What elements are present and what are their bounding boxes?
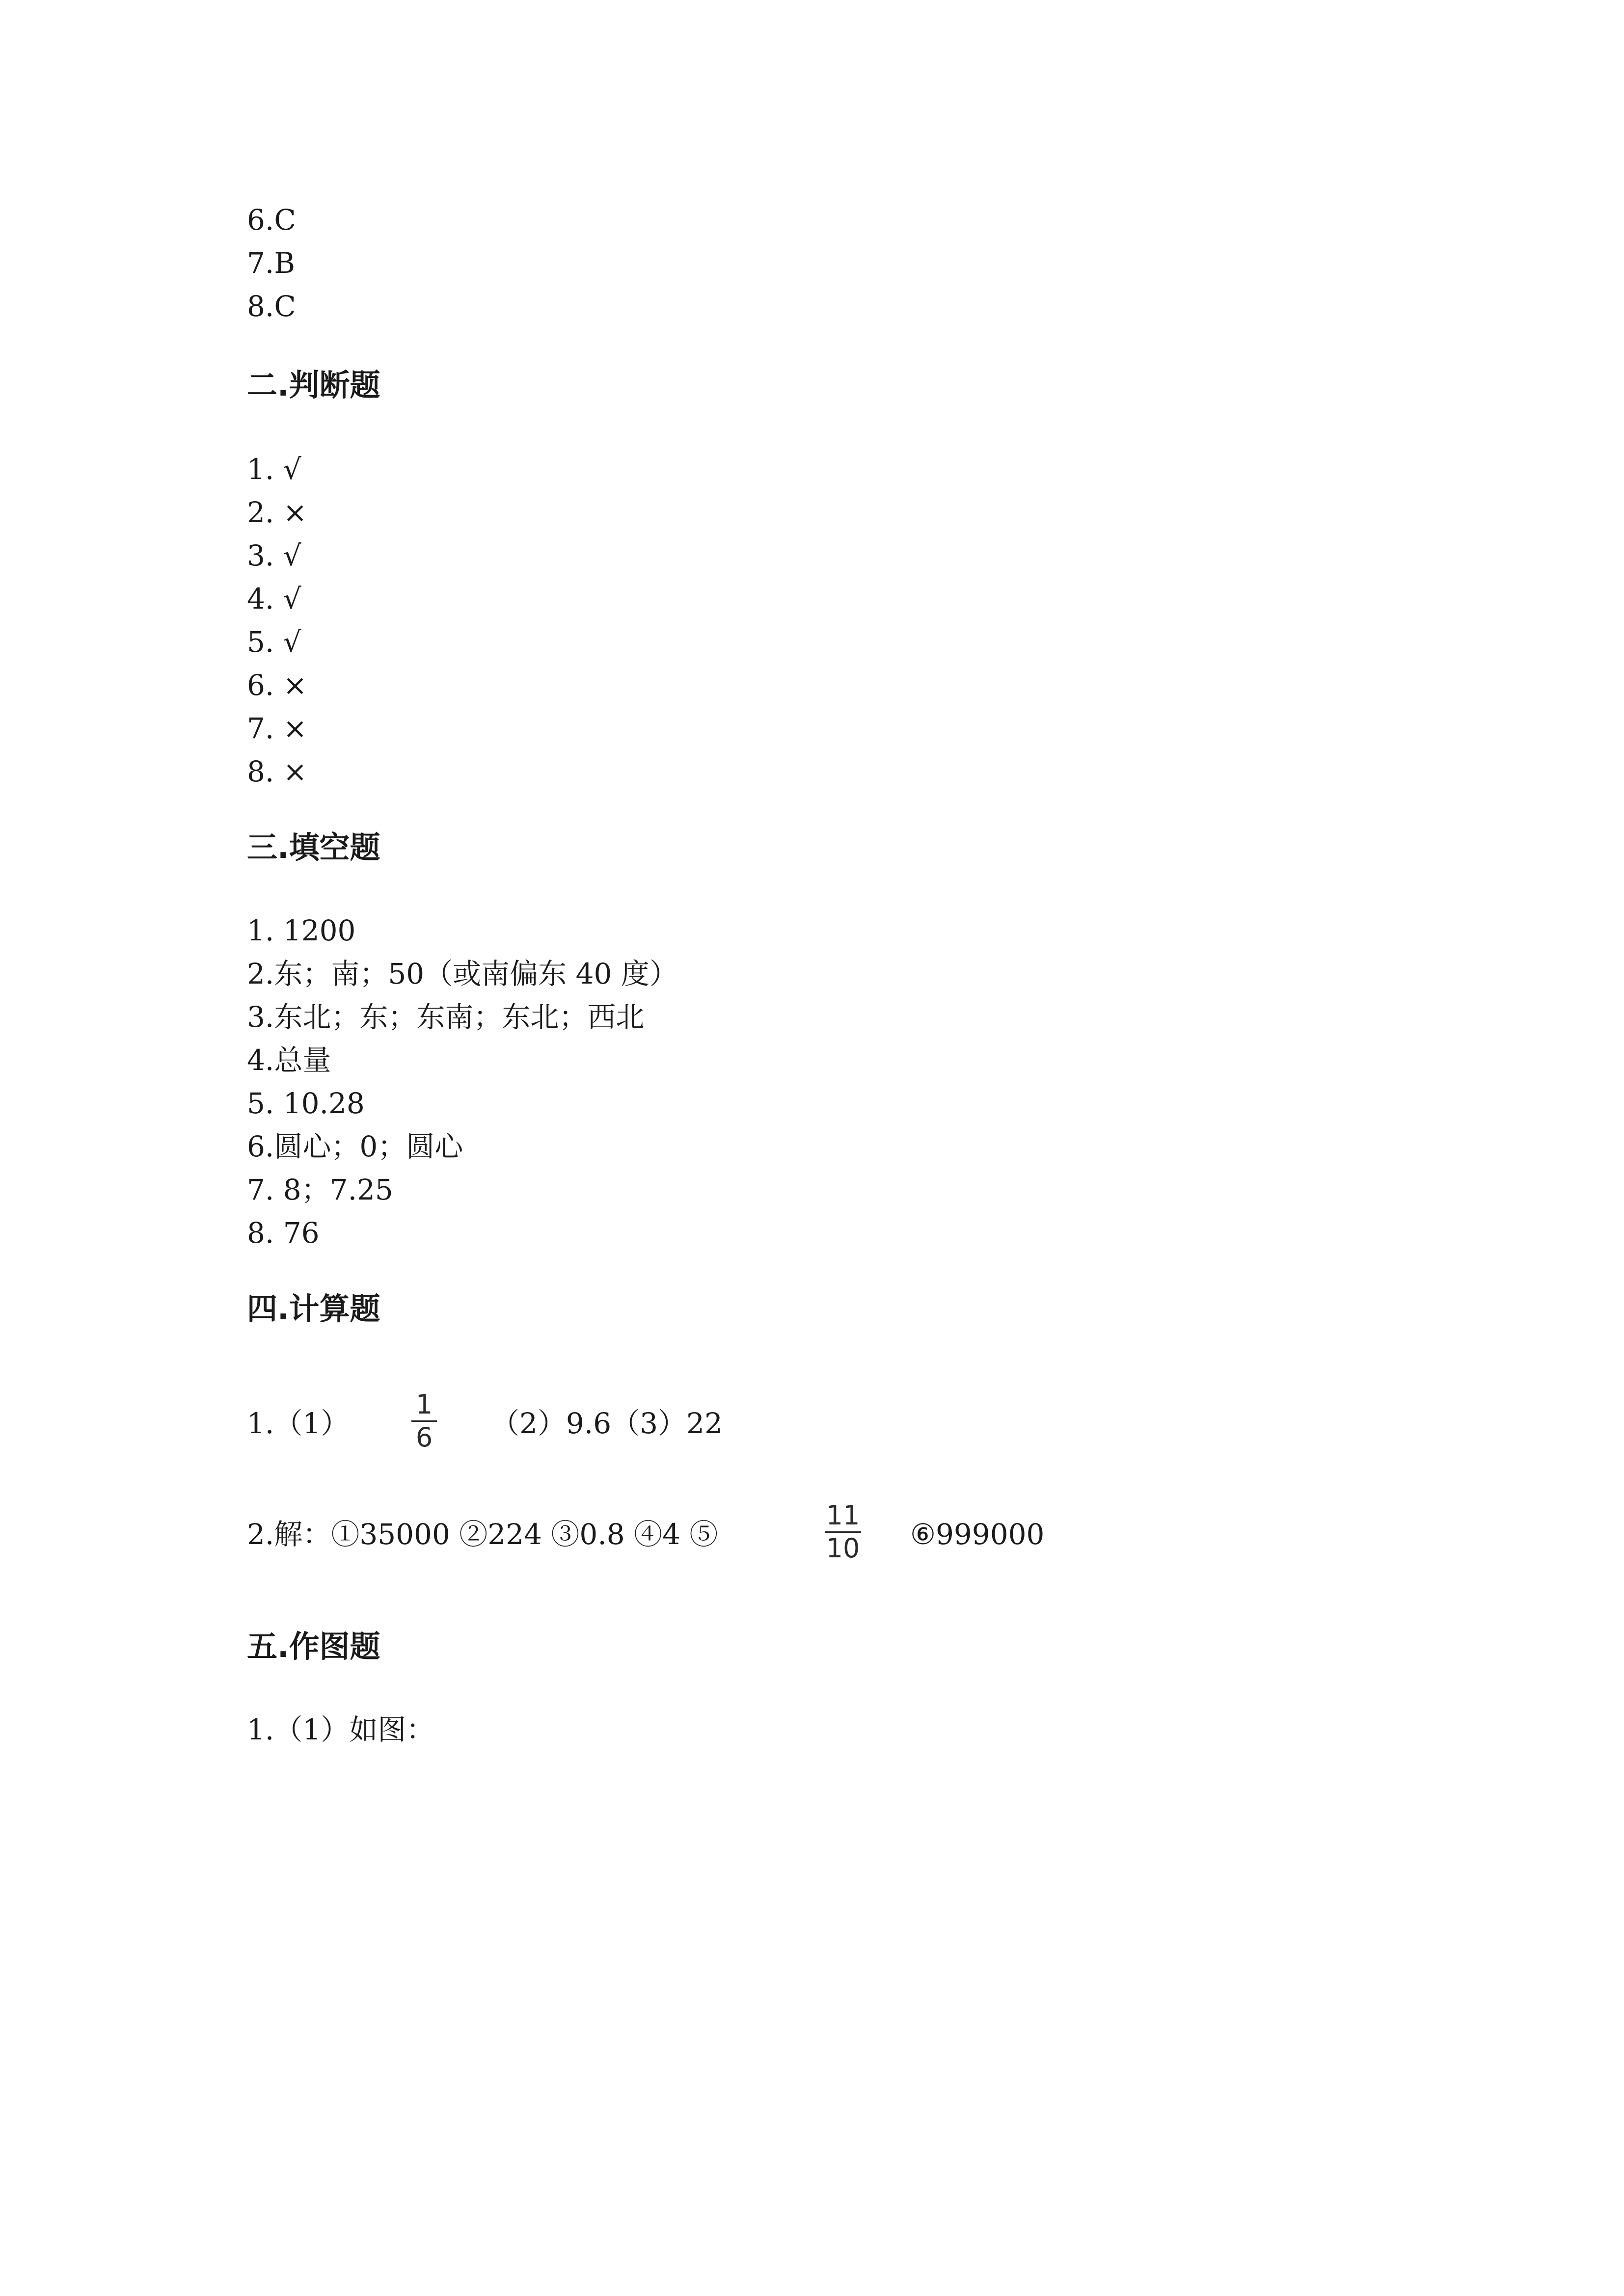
calc-answer-prefix: 1.（1） [247, 1407, 350, 1440]
answer-line: 5. √ [247, 625, 301, 659]
calc-answer-prefix: 2.解：①35000 ②224 ③0.8 ④4 ⑤ [247, 1518, 718, 1551]
fraction [411, 1390, 437, 1452]
section-heading: 三.填空题 [247, 829, 380, 865]
answer-line: 2. × [247, 496, 307, 529]
answer-line: 1. 1200 [247, 914, 356, 947]
answer-line: 1.（1）如图： [247, 1713, 435, 1746]
fraction-denominator: 6 [415, 1422, 433, 1453]
answer-line: 7.B [247, 246, 295, 280]
fraction [825, 1501, 861, 1563]
answer-line: 6.C [247, 203, 296, 237]
answer-line: 1. √ [247, 453, 301, 486]
answer-line: 6. × [247, 668, 307, 702]
answer-line: 3. √ [247, 539, 301, 572]
answer-line: 8.C [247, 290, 296, 323]
answer-line: 2.东；南；50（或南偏东 40 度） [247, 957, 678, 990]
answer-line: 7. 8；7.25 [247, 1173, 393, 1206]
answer-line: 4. √ [247, 582, 301, 615]
section-heading: 五.作图题 [247, 1629, 380, 1664]
answer-line: 5. 10.28 [247, 1087, 365, 1120]
answer-line: 4.总量 [247, 1043, 331, 1077]
fraction-numerator: 1 [415, 1389, 433, 1420]
answer-line: 6.圆心；0；圆心 [247, 1130, 463, 1163]
fraction-denominator: 10 [826, 1533, 860, 1564]
section-heading: 四.计算题 [247, 1291, 380, 1327]
calc-answer-suffix: ⑥999000 [910, 1518, 1045, 1551]
section-heading: 二.判断题 [247, 367, 380, 403]
fraction-numerator: 11 [826, 1500, 860, 1531]
answer-line: 8. 76 [247, 1216, 320, 1250]
answer-line: 7. × [247, 712, 307, 745]
answer-line: 3.东北；东；东南；东北；西北 [247, 1000, 645, 1034]
calc-answer-suffix: （2）9.6（3）22 [491, 1407, 723, 1440]
answer-line: 8. × [247, 755, 307, 788]
